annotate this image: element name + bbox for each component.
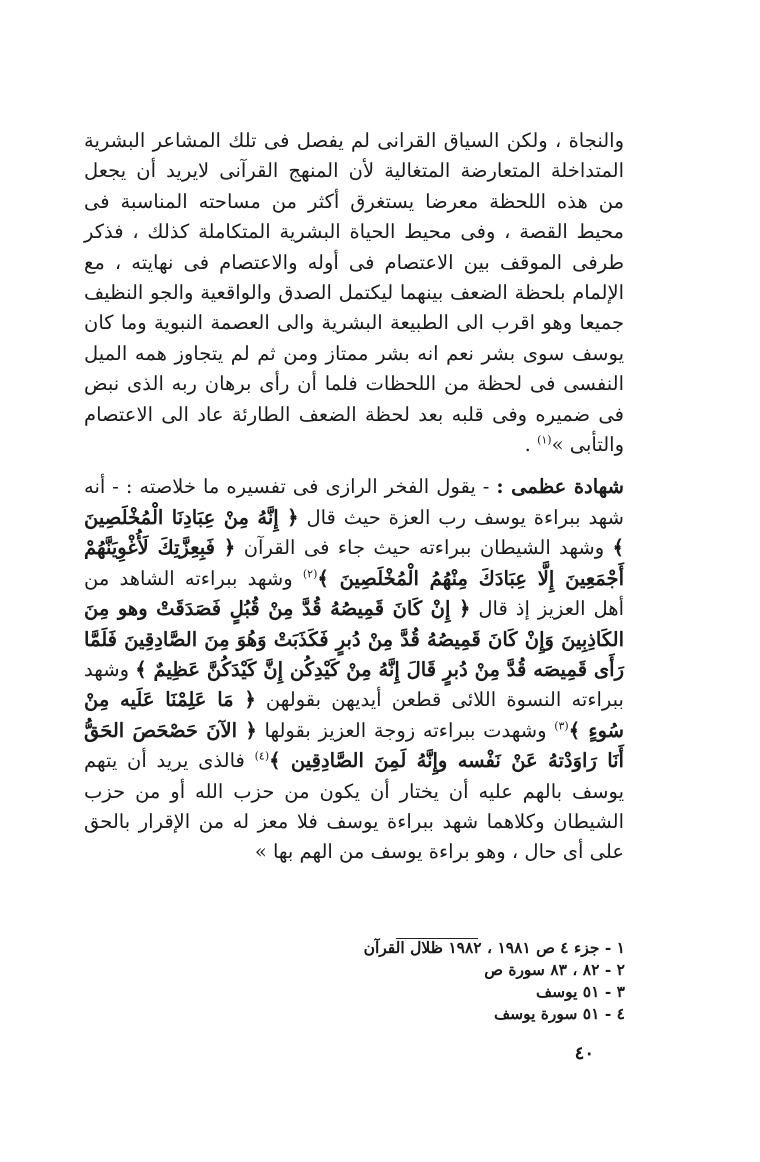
quran-quote: ﴿ مَا عَلِمْنَا عَلَيه مِنْ سُوءٍ ﴾ xyxy=(84,688,625,742)
footnote-2: ٢ - ٨٢ ، ٨٣ سورة ص xyxy=(484,960,625,979)
text-segment: فالذى يريد أن يتهم يوسف بالهم عليه أن يختار أن يكون من حزب الله أو من حزب الشيطان وكلاهما شهد ببراءة يوسف فلا معز له من الإقرار بالحق على أى حال ، وهو براءة يوسف من الهم بها » xyxy=(84,749,624,864)
quran-quote: ﴿ الآنَ حَصْحَصَ الحَقُّ أَنَا رَاوَدْتهُ عَنْ نَفْسه وإِنَّهُ لَمِنَ الصَّادِقِين ﴾ xyxy=(84,718,624,773)
footnotes xyxy=(300,937,625,1025)
paragraph-1-end: . xyxy=(524,433,538,457)
text-segment: - يقول الفخر الرازى فى تفسيره ما خلاصته : - أنه شهد ببراءة يوسف رب العزة حيث قال xyxy=(84,475,625,529)
page-number: ٤٠ xyxy=(574,1043,594,1064)
paragraph-1-text: والنجاة ، ولكن السياق القرانى لم يفصل فى تلك المشاعر البشرية المتداخلة المتعارضة المتغالية لأن المنهج القرآنى لايريد أن يجعل من هذه اللحظة معرضا يستغرق أكثر من مساحته المناسبة فى محيط القصة ، وفى محيط الحياة البشرية المتكاملة كذلك ، فذكر طرفى الموقف بين الاعتصام فى أوله والاعتصام فى نهايته ، مع الإلمام بلحظة الضعف بينهما ليكتمل الصدق والواقعية والجو النظيف جميعا وهو اقرب الى الطبيعة البشرية والى العصمة النبوية وما كان يوسف سوى بشر نعم انه بشر ممتاز ومن ثم لم يتجاوز همه الميل النفسى فى لحظة من اللحظات فلما أن رأى برهان ربه الذى نبض فى ضميره وفى قلبه بعد لحظة الضعف الطارئة عاد الى الاعتصام والتأبى » xyxy=(84,129,624,457)
text-segment: وشهد ببراءته الشاهد من أهل العزيز إذ قال xyxy=(84,566,624,621)
quran-quote: ﴿ فَبِعِزَّتِكَ لَأُغْوِيَنَّهُمْ أَجْمَعِينَ إِلَّا عِبَادَكَ مِنْهُمُ الْمُخْلَصِينَ ﴾ xyxy=(84,536,624,590)
footnote-ref-2: (٢) xyxy=(302,567,318,581)
text-segment: وشهد الشيطان ببراءته حيث جاء فى القرآن xyxy=(235,536,613,560)
text-segment: وشهدت ببراءته زوجة العزيز بقولها xyxy=(256,718,555,742)
footnote-4: ٤ - ٥١ سورة يوسف xyxy=(494,1004,625,1023)
footnote-ref-4: (٤) xyxy=(254,749,270,763)
footnote-ref-1: (١) xyxy=(537,433,552,447)
paragraph-2 xyxy=(84,472,624,867)
text-segment: وشهد ببراءته النسوة اللائى قطعن أيديهن بقولهن xyxy=(84,657,624,712)
quran-quote: ﴿ إِنْ كَانَ قَمِيصُهُ قُدَّ مِنْ قُبُلٍ فَصَدَقَتْ وهو مِنَ الكَاذِبِينَ وَإِنْ كَانَ قَمِيصُهُ قُدَّ مِنْ دُبرٍ فَكَذَبَتْ وَهُوَ مِنَ الصَّادِقِينَ فَلَمَّا رَأَى قَمِيصَه قُدَّ مِنْ دُبرٍ قَالَ إِنَّهُ مِنْ كَيْدِكُن إِنَّ كَيْدَكُنَّ عَظِيمٌ ﴾ xyxy=(84,597,624,681)
footnote-ref-3: (٣) xyxy=(554,719,569,733)
footnote-3: ٣ - ٥١ يوسف xyxy=(536,982,625,1001)
paragraph-1 xyxy=(84,126,624,460)
footnote-1: ١ - جزء ٤ ص ١٩٨١ ، ١٩٨٢ ظلال القرآن xyxy=(363,938,625,957)
quran-quote: ﴿ إِنَّهُ مِنْ عِبَادِنَا الْمُخْلَصِينَ ﴾ xyxy=(84,505,624,560)
section-heading: شهادة عظمى : xyxy=(496,475,624,499)
body-text xyxy=(84,126,624,868)
